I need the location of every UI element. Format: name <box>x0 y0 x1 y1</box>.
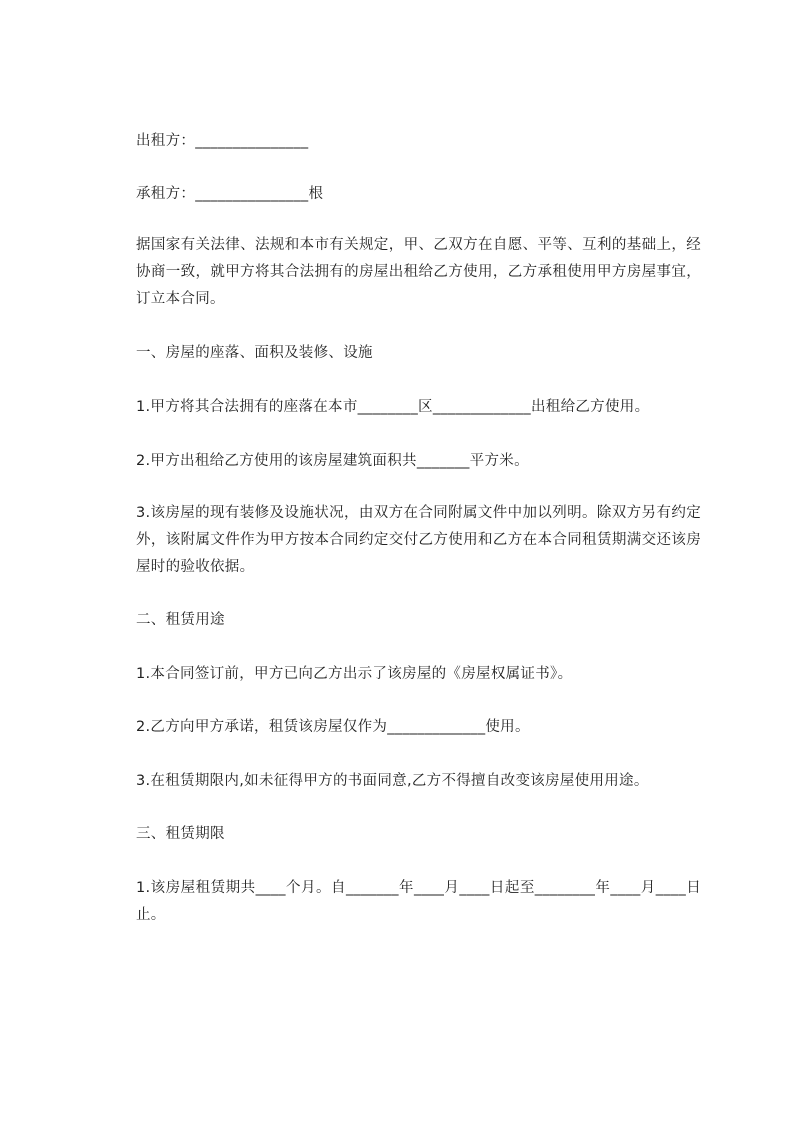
section1-item1: 1.甲方将其合法拥有的座落在本市________区_____________出租给乙方使用。 <box>136 399 650 415</box>
lessor-line: 出租方：_______________ <box>136 133 309 149</box>
section2-item1: 1.本合同签订前，甲方已向乙方出示了该房屋的《房屋权属证书》。 <box>136 666 573 682</box>
section1-title: 一、房屋的座落、面积及装修、设施 <box>136 345 373 361</box>
section1-item3: 3.该房屋的现有装修及设施状况，由双方在合同附属文件中加以列明。除双方另有约定外，该附属文件作为甲方按本合同约定交付乙方使用和乙方在本合同租赁期满交还该房屋时的验收依据。 <box>136 505 701 575</box>
section3-title: 三、租赁期限 <box>136 826 225 842</box>
section2-item3: 3.在租赁期限内,如未征得甲方的书面同意,乙方不得擅自改变该房屋使用用途。 <box>136 773 649 789</box>
section3-item1: 1.该房屋租赁期共____个月。自_______年____月____日起至________年____月____日止。 <box>136 880 701 923</box>
intro-paragraph: 据国家有关法律、法规和本市有关规定，甲、乙双方在自愿、平等、互利的基础上，经协商一致，就甲方将其合法拥有的房屋出租给乙方使用，乙方承租使用甲方房屋事宜，订立本合同。 <box>136 237 701 307</box>
section1-item2: 2.甲方出租给乙方使用的该房屋建筑面积共_______平方米。 <box>136 453 529 469</box>
section2-title: 二、租赁用途 <box>136 612 225 628</box>
lessee-line: 承租方：_______________根 <box>136 186 324 202</box>
section2-item2: 2.乙方向甲方承诺，租赁该房屋仅作为_____________使用。 <box>136 719 530 735</box>
